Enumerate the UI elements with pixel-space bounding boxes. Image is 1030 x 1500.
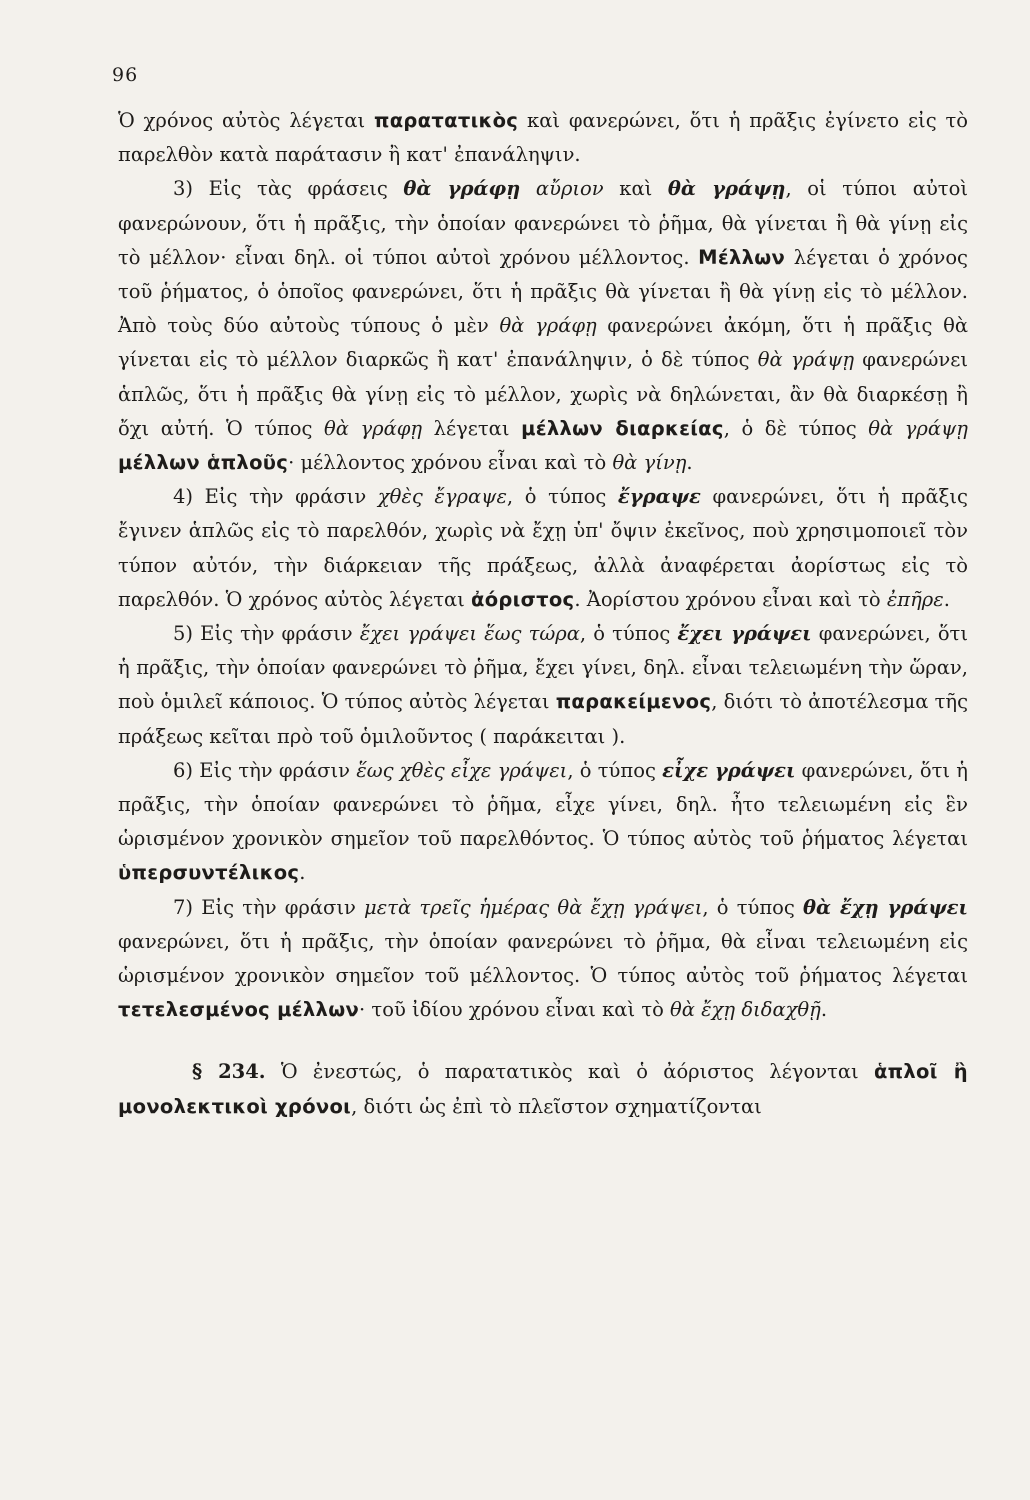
term-mellon-aplous: μέλλων ἁπλοῦς	[118, 451, 289, 475]
page-body	[118, 104, 968, 1124]
term-paratatikos: παρατατικὸς	[374, 109, 519, 132]
paragraph-future: 3) Εἰς τὰς φράσεις θὰ γράφῃ αὔριον καὶ θὰ γράψῃ, οἱ τύποι αὐτοὶ φανερώνουν, ὅτι ἡ πρᾶξις, τὴν ὁποίαν φανερώνει τὸ ῥῆμα, θὰ γίνεται ἢ θὰ γίνῃ εἰς τὸ μέλλον· εἶναι δηλ. οἱ τύποι αὐτοὶ χρόνου μέλλοντος. Μέλλων λέγεται ὁ χρόνος τοῦ ῥήματος, ὁ ὁποῖος φανερώνει, ὅτι ἡ πρᾶξις θὰ γίνεται ἢ θὰ γίνῃ εἰς τὸ μέλλον. Ἀπὸ τοὺς δύο αὐτοὺς τύπους ὁ μὲν θὰ γράφῃ φανερώνει ἀκόμη, ὅτι ἡ πρᾶξις θὰ γίνεται εἰς τὸ μέλλον διαρκῶς ἢ κατ' ἐπανάληψιν, ὁ δὲ τύπος θὰ γράψῃ φανερώνει ἁπλῶς, ὅτι ἡ πρᾶξις θὰ γίνῃ εἰς τὸ μέλλον, χωρὶς νὰ δηλώνεται, ἂν θὰ διαρκέσῃ ἢ ὄχι αὐτή. Ὁ τύπος θὰ γράφῃ λέγεται μέλλων διαρκείας, ὁ δὲ τύπος θὰ γράψῃ μέλλων ἁπλοῦς· μέλλοντος χρόνου εἶναι καὶ τὸ θὰ γίνῃ.	[118, 177, 969, 475]
paragraph-perfect: 5) Εἰς τὴν φράσιν ἔχει γράψει ἕως τώρα, ὁ τύπος ἔχει γράψει φανερώνει, ὅτι ἡ πρᾶξις, τὴν ὁποίαν φανερώνει τὸ ῥῆμα, ἔχει γίνει, δηλ. εἶναι τελειωμένη τὴν ὥραν, ποὺ ὁμιλεῖ κάποιος. Ὁ τύπος αὐτὸς λέγεται παρακείμενος, διότι τὸ ἀποτέλεσμα τῆς πράξεως κεῖται πρὸ τοῦ ὁμιλοῦντος ( παράκειται ).	[118, 622, 968, 748]
term-parakeimenos: παρακείμενος	[555, 690, 712, 714]
term-aploi-chronoi: ἁπλοῖ ἢ μονολεκτικοὶ χρόνοι	[118, 1060, 968, 1118]
section-234: § 234. Ὁ ἐνεστώς, ὁ παρατατικὸς καὶ ὁ ἀόριστος λέγονται ἁπλοῖ ἢ μονολεκτικοὶ χρόνοι, διότι ὡς ἐπὶ τὸ πλεῖστον σχηματίζονται	[118, 1060, 968, 1118]
term-aoristos: ἀόριστος	[471, 587, 575, 611]
paragraph-imperfect: Ὁ χρόνος αὐτὸς λέγεται παρατατικὸς καὶ φανερώνει, ὅτι ἡ πρᾶξις ἐγίνετο εἰς τὸ παρελθὸν κατὰ παράτασιν ἢ κατ' ἐπανάληψιν.	[118, 109, 968, 167]
term-ypersyntelikos: ὑπερσυντέλικος	[118, 861, 300, 885]
section-number: § 234.	[192, 1060, 266, 1084]
term-mellon: Μέλλων	[698, 245, 786, 269]
page-number: 96	[112, 64, 139, 86]
term-mellon-diarkeias: μέλλων διαρκείας	[521, 416, 724, 440]
paragraph-future-perfect: 7) Εἰς τὴν φράσιν μετὰ τρεῖς ἡμέρας θὰ ἔχῃ γράψει, ὁ τύπος θὰ ἔχῃ γράψει φανερώνει, ὅτι ἡ πρᾶξις, τὴν ὁποίαν φανερώνει τὸ ῥῆμα, θὰ εἶναι τελειωμένη εἰς ὡρισμένον χρονικὸν σημεῖον τοῦ μέλλοντος. Ὁ τύπος αὐτὸς τοῦ ῥήματος λέγεται τετελεσμένος μέλλων· τοῦ ἰδίου χρόνου εἶναι καὶ τὸ θὰ ἔχῃ διδαχθῇ.	[118, 895, 968, 1022]
paragraph-pluperfect: 6) Εἰς τὴν φράσιν ἕως χθὲς εἶχε γράψει, ὁ τύπος εἶχε γράψει φανερώνει, ὅτι ἡ πρᾶξις, τὴν ὁποίαν φανερώνει τὸ ῥῆμα, εἶχε γίνει, δηλ. ἦτο τελειωμένη εἰς ἓν ὡρισμένον χρονικὸν σημεῖον τοῦ παρελθόντος. Ὁ τύπος αὐτὸς τοῦ ῥήματος λέγεται ὑπερσυντέλικος.	[118, 758, 968, 885]
term-tetelesmenos-mellon: τετελεσμένος μέλλων	[118, 998, 360, 1022]
paragraph-aorist: 4) Εἰς τὴν φράσιν χθὲς ἔγραψε, ὁ τύπος ἔγραψε φανερώνει, ὅτι ἡ πρᾶξις ἔγινεν ἁπλῶς εἰς τὸ παρελθόν, χωρὶς νὰ ἔχῃ ὑπ' ὄψιν ἐκεῖνος, ποὺ χρησιμοποιεῖ τὸν τύπον αὐτόν, τὴν διάρκειαν τῆς πράξεως, ἀλλὰ ἀναφέρεται ἀορίστως εἰς τὸ παρελθόν. Ὁ χρόνος αὐτὸς λέγεται ἀόριστος. Ἀορίστου χρόνου εἶναι καὶ τὸ ἐπῆρε.	[118, 485, 968, 611]
